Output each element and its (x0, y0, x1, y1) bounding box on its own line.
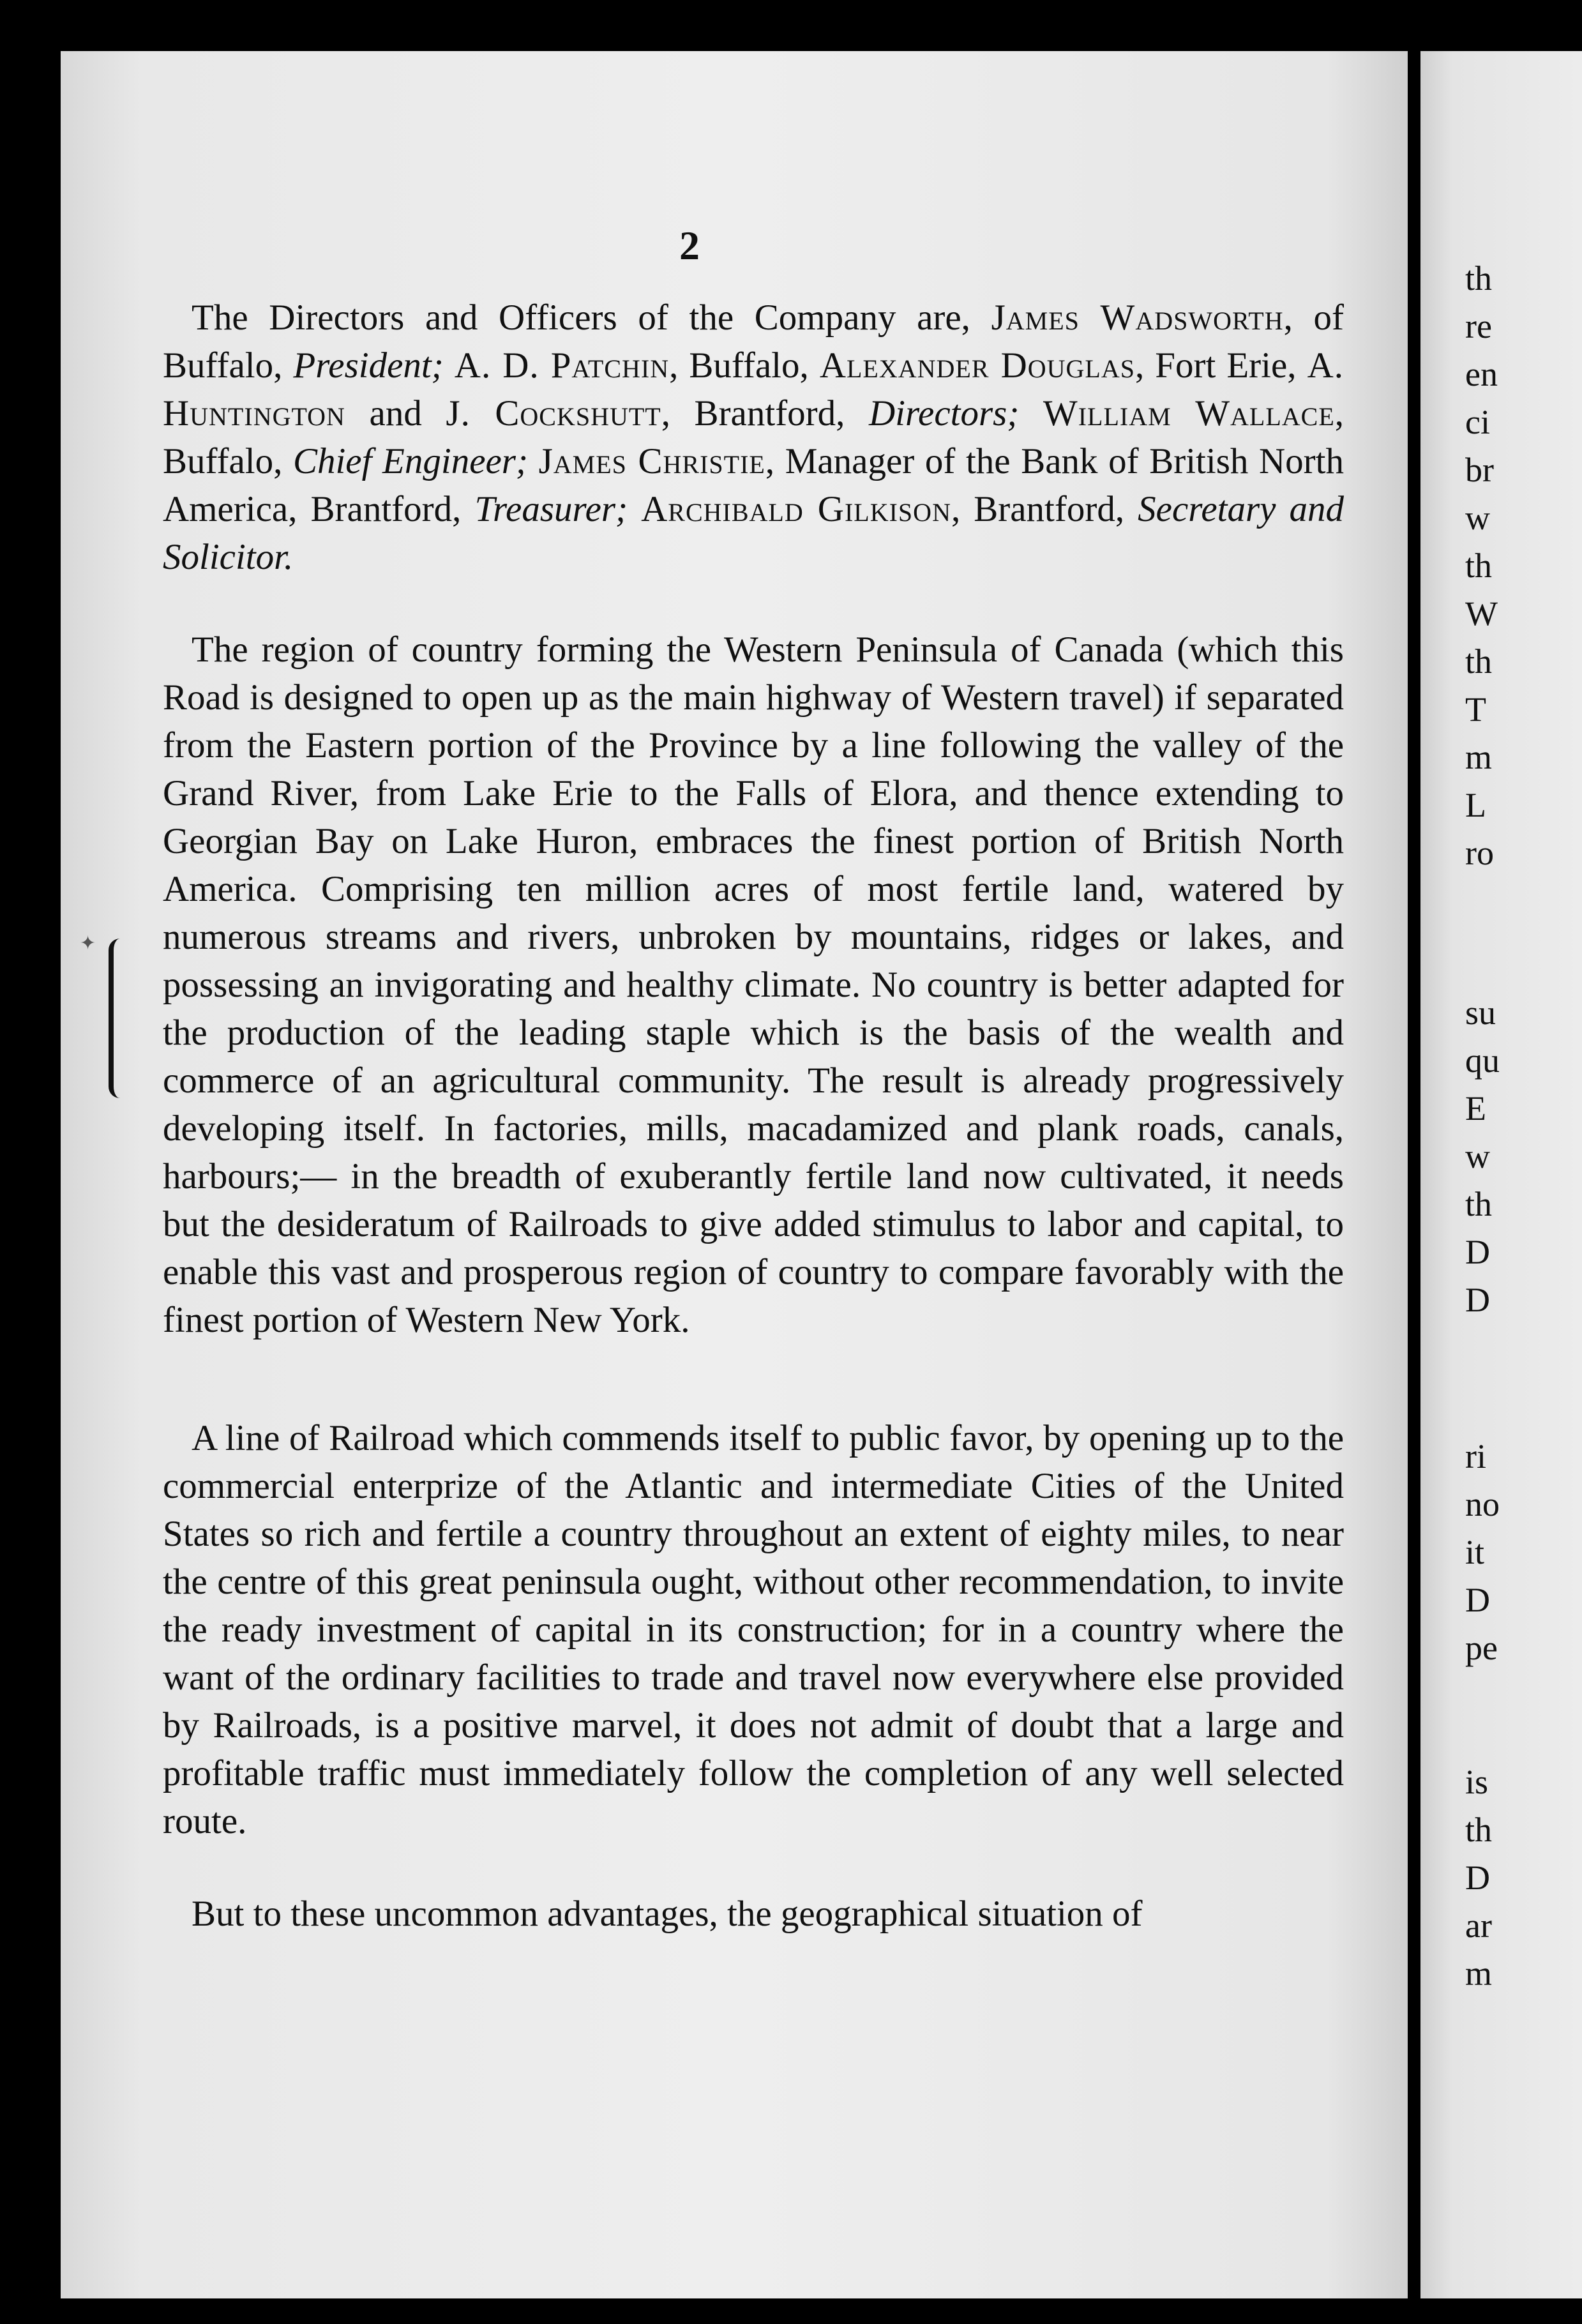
fragment: w (1465, 499, 1490, 537)
fragment: no (1465, 1485, 1500, 1523)
fragment: ri (1465, 1437, 1486, 1475)
right-page (1420, 51, 1582, 2298)
fragment: W (1465, 594, 1498, 633)
fragment: th (1465, 1185, 1493, 1223)
geographical-situation-paragraph: But to these uncommon advantages, the geographical situation of (192, 1894, 1143, 1934)
page-number: 2 (679, 223, 700, 268)
fragment: m (1465, 738, 1493, 776)
name-cockshutt: J. Cockshutt (446, 393, 661, 434)
body-text (163, 294, 1344, 1982)
fragment: ro (1465, 834, 1494, 872)
fragment: ci (1465, 403, 1490, 441)
railroad-line-paragraph: A line of Railroad which commends itself to public favor, by opening up to the commercial enterprize of the Atlantic and intermediate Cities of the United States so rich and fertile a country throughout an extent of eighty miles, to near the centre of this great peninsula ought, without other recommendation, to invite the ready investment of capital in its construction; for in a country where the want of the ordinary facilities to trade and travel now everywhere else provided by Railroads, is a positive marvel, it does not admit of doubt that a large and profitable traffic must immediately follow the completion of any well selected route. (163, 1418, 1344, 1841)
fragment: br (1465, 451, 1494, 489)
fragment: L (1465, 786, 1486, 824)
fragment: it (1465, 1533, 1485, 1571)
fragment: D (1465, 1859, 1490, 1897)
fragment: D (1465, 1233, 1490, 1271)
fragment: ar (1465, 1906, 1492, 1945)
fragment: th (1465, 547, 1493, 585)
western-peninsula-paragraph: The region of country forming the Western Peninsula of Canada (which this Road is designed to open up as the main highway of Western travel) if separated from the Eastern portion of the Province by a line following the valley of the Grand River, from Lake Erie to the Falls of Elora, and thence extending to Georgian Bay on Lake Huron, embraces the finest portion of British North America. Comprising ten million acres of most fertile land, watered by numerous streams and rivers, unbroken by mountains, ridges or lakes, and possessing an invigorating and healthy climate. No country is better adapted for the production of the leading staple which is the basis of the wealth and commerce of an agricultural community. The result is already progressively developing itself. In factories, mills, macadamized and plank roads, canals, harbours;— in the breadth of exuberantly fertile land now cultivated, it needs but the desideratum of Railroads to give added stimulus to labor and capital, to enable this vast and prosperous region of country to compare favorably with the finest portion of Western New York. (163, 630, 1344, 1340)
name-douglas: Alexander Douglas (819, 345, 1135, 386)
margin-bracket (109, 939, 125, 1098)
fragment: is (1465, 1763, 1489, 1801)
fragment: D (1465, 1281, 1490, 1319)
right-page-fragments (1420, 51, 1582, 2298)
fragment: E (1465, 1089, 1486, 1128)
fragment: th (1465, 259, 1493, 298)
left-page (61, 51, 1408, 2298)
fragment: th (1465, 642, 1493, 681)
fragment: qu (1465, 1041, 1500, 1080)
name-wallace: William Wallace (1043, 393, 1335, 434)
fragment: m (1465, 1954, 1493, 1993)
fragment: T (1465, 690, 1486, 728)
fragment: pe (1465, 1629, 1498, 1667)
fragment: th (1465, 1811, 1493, 1849)
margin-mark: ✦ (80, 933, 96, 954)
name-patchin: A. D. Patchin (454, 345, 670, 386)
name-huntington: A. Huntington (163, 345, 1345, 434)
fragment: en (1465, 355, 1498, 393)
name-wadsworth: James Wadsworth (991, 298, 1284, 338)
name-gilkison: Archibald Gilkison (641, 489, 951, 529)
fragment: re (1465, 307, 1492, 345)
name-christie: James Christie (538, 441, 765, 481)
directors-paragraph: The Directors and Officers of the Company are, James Wadsworth, of Buffalo, President; A. D. Patchin, Buffalo, Alexander Douglas, Fort Erie, A. Huntington and J. Cockshutt, Brantford, Directors; William Wallace, Buffalo, Chief Engineer; James Christie, Manager of the Bank of British North America, Brantford, Treasurer; Archibald Gilkison, Brantford, Secretary and Solicitor. (163, 298, 1345, 577)
fragment: su (1465, 993, 1496, 1032)
fragment: w (1465, 1137, 1490, 1175)
fragment: D (1465, 1581, 1490, 1619)
